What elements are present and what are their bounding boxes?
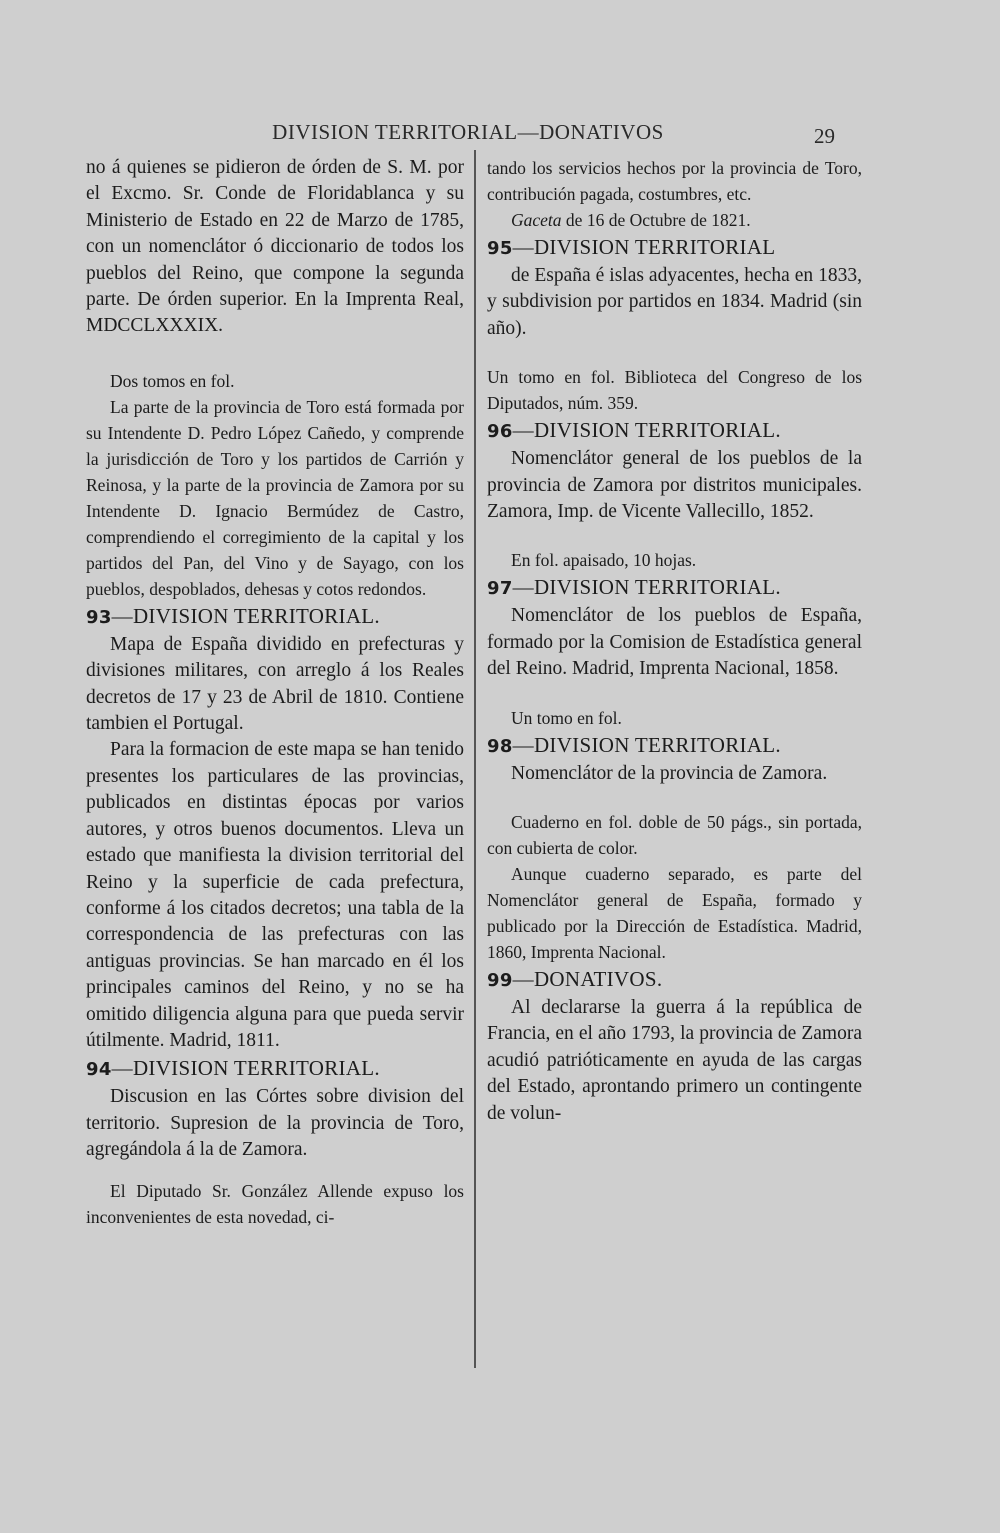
entry-94-continuation: tando los servicios hechos por la provincia de Toro, contribución pagada, costumbres, etc. (487, 158, 862, 204)
entry-98-heading (487, 731, 862, 761)
entry-96-note: En fol. apaisado, 10 hojas. (511, 550, 697, 571)
entry-97-heading (487, 573, 862, 603)
page-number: 29 (814, 124, 835, 148)
entry-95-note: Un tomo en fol. Biblioteca del Congreso de los Diputados, núm. 359. (487, 367, 862, 414)
entry-97-number: 97 (487, 578, 513, 600)
right-column (487, 155, 862, 1127)
entry-95-heading (487, 233, 862, 263)
note-volumes: Dos tomos en fol. (110, 370, 235, 391)
entry-99-number: 99 (487, 970, 513, 992)
intro-paragraph: no á quienes se pidieron de órden de S. M. por el Excmo. Sr. Conde de Floridablanca y su Ministerio de Estado en 22 de Marzo de 1785, con un nomenclátor ó diccionario de todos los pueblos del Reino, que compone la segunda parte. De órden superior. En la Imprenta Real, MDCCLXXXIX. (86, 157, 464, 337)
entry-98-note-2: Aunque cuaderno separado, es parte del Nomenclátor general de España, formado y publicado por la Dirección de Estadística. Madrid, 1860, Imprenta Nacional. (487, 864, 862, 963)
entry-95-description: de España é islas adyacentes, hecha en 1833, y subdivision por partidos en 1834. Madrid (sin año). (487, 265, 862, 339)
gaceta-date: de 16 de Octubre de 1821. (561, 210, 751, 230)
entry-99-title: —DONATIVOS. (512, 967, 663, 992)
entry-96-title: —DIVISION TERRITORIAL. (512, 418, 781, 443)
entry-99-description: Al declararse la guerra á la república de Francia, en el año 1793, la provincia de Zamora acudió patrióticamente en ayuda de las cargas del Estado, aprontando primero un contingente de volun- (487, 997, 862, 1124)
entry-94-heading (86, 1054, 464, 1084)
entry-93-title: —DIVISION TERRITORIAL. (111, 603, 380, 628)
gaceta-citation (487, 207, 862, 233)
entry-96-description: Nomenclátor general de los pueblos de la provincia de Zamora por distritos municipales. Zamora, Imp. de Vicente Vallecillo, 1852. (487, 448, 862, 523)
entry-97-note: Un tomo en fol. (511, 707, 622, 728)
entry-93-description: Mapa de España dividido en prefecturas y divisiones militares, con arreglo á los Reales decretos de 17 y 23 de Abril de 1810. Contiene tambien el Portugal. (86, 633, 464, 735)
left-column (86, 155, 464, 1230)
entry-94-description: Discusion en las Córtes sobre division del territorio. Supresion de la provincia de Toro, agregándola á la de Zamora. (86, 1086, 464, 1161)
entry-95-number: 95 (487, 238, 513, 259)
entry-93-number: 93 (86, 606, 112, 628)
entry-94-title: —DIVISION TERRITORIAL. (111, 1056, 380, 1081)
column-divider (474, 150, 476, 1368)
entry-98-number: 98 (487, 735, 513, 757)
entry-98-description: Nomenclátor de la provincia de Zamora. (511, 762, 828, 784)
gaceta-title: Gaceta (511, 210, 562, 230)
entry-93-heading (86, 602, 464, 632)
entry-98-title: —DIVISION TERRITORIAL. (512, 732, 781, 757)
entry-97-description: Nomenclátor de los pueblos de España, formado por la Comision de Estadística general del Reino. Madrid, Imprenta Nacional, 1858. (487, 605, 862, 680)
entry-94-number: 94 (86, 1059, 112, 1081)
note-toro-zamora: La parte de la provincia de Toro está formada por su Intendente D. Pedro López Cañedo, y comprende la jurisdicción de Toro y los partidos de Carrión y Reinosa, y la parte de la provincia de Zamora por su Intendente D. Ignacio Bermúdez de Castro, comprendiendo el corregimiento de la capital y los partidos del Pan, del Vino y de Sayago, con los pueblos, despoblados, dehesas y cotos redondos. (86, 396, 464, 599)
entry-96-number: 96 (487, 421, 513, 443)
entry-99-heading (487, 965, 862, 995)
entry-94-note: El Diputado Sr. González Allende expuso los inconvenientes de esta novedad, ci- (86, 1180, 464, 1227)
entry-98-note: Cuaderno en fol. doble de 50 págs., sin portada, con cubierta de color. (487, 812, 862, 859)
entry-97-title: —DIVISION TERRITORIAL. (512, 575, 781, 600)
running-header: DIVISION TERRITORIAL—DONATIVOS (272, 120, 664, 144)
entry-93-notes: Para la formacion de este mapa se han tenido presentes los particulares de las provincias, publicados en distintas épocas por varios autores, y otros buenos documentos. Lleva un estado que manifiesta la division territorial del Reino y la superficie de cada prefectura, conforme á los citados decretos; una tabla de la correspondencia de las prefecturas con las antiguas provincias. Se han marcado en él los principales caminos del Reino, y no se ha omitido diligencia alguna para que pueda servir útilmente. Madrid, 1811. (86, 739, 464, 1051)
entry-95-title: —DIVISION TERRITORIAL (512, 235, 776, 259)
entry-96-heading (487, 416, 862, 446)
